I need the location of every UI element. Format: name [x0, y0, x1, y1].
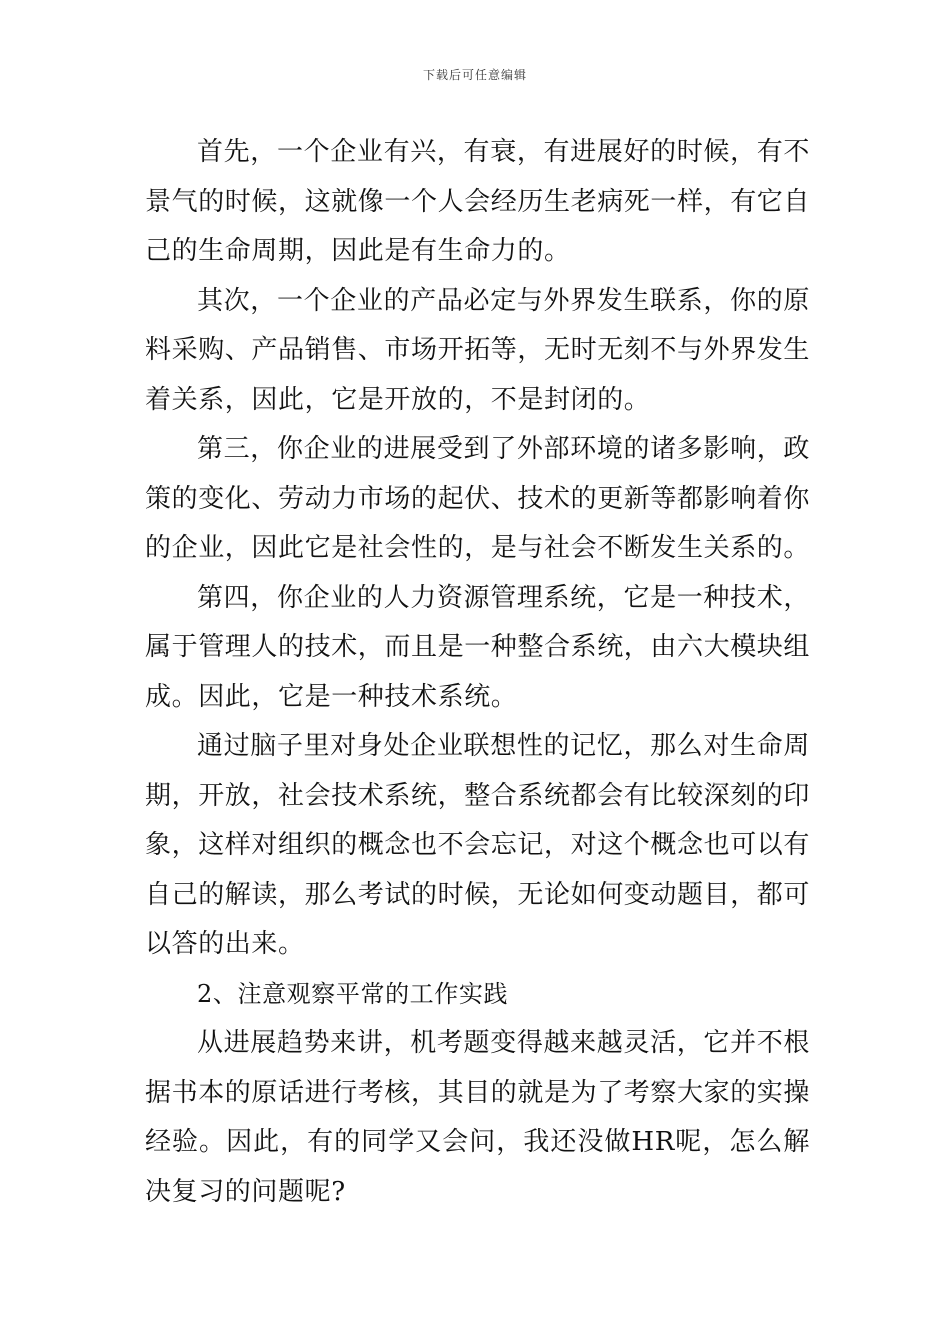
paragraph-life-cycle: 首先，一个企业有兴，有衰，有进展好的时候，有不景气的时候，这就像一个人会经历生老病死一样，有它自己的生命周期，因此是有生命力的。 — [145, 137, 811, 266]
paragraph-openness: 其次，一个企业的产品必定与外界发生联系，你的原料采购、产品销售、市场开拓等，无时无刻不与外界发生着关系，因此，它是开放的，不是封闭的。 — [145, 285, 811, 415]
paragraph-memory-summary: 通过脑子里对身处企业联想性的记忆，那么对生命周期，开放，社会技术系统，整合系统都会有比较深刻的印象，这样对组织的概念也不会忘记，对这个概念也可以有自己的解读，那么考试的时候，无论如何变动题目，都可以答的出来。 — [145, 731, 811, 959]
paragraph-technical-system: 第四，你企业的人力资源管理系统，它是一种技术，属于管理人的技术，而且是一种整合系统，由六大模块组成。因此，它是一种技术系统。 — [145, 582, 811, 712]
section-heading: 2、注意观察平常的工作实践 — [197, 979, 509, 1008]
paragraph-practice: 从进展趋势来讲，机考题变得越来越灵活，它并不根据书本的原话进行考核，其目的就是为了考察大家的实操经验。因此，有的同学又会问，我还没做HR呢，怎么解决复习的问题呢? — [145, 1028, 811, 1207]
paragraph-social: 第三，你企业的进展受到了外部环境的诸多影响，政策的变化、劳动力市场的起伏、技术的更新等都影响着你的企业，因此它是社会性的，是与社会不断发生关系的。 — [145, 434, 811, 563]
document-body — [145, 128, 810, 1217]
header-note: 下载后可任意编辑 — [422, 68, 527, 82]
